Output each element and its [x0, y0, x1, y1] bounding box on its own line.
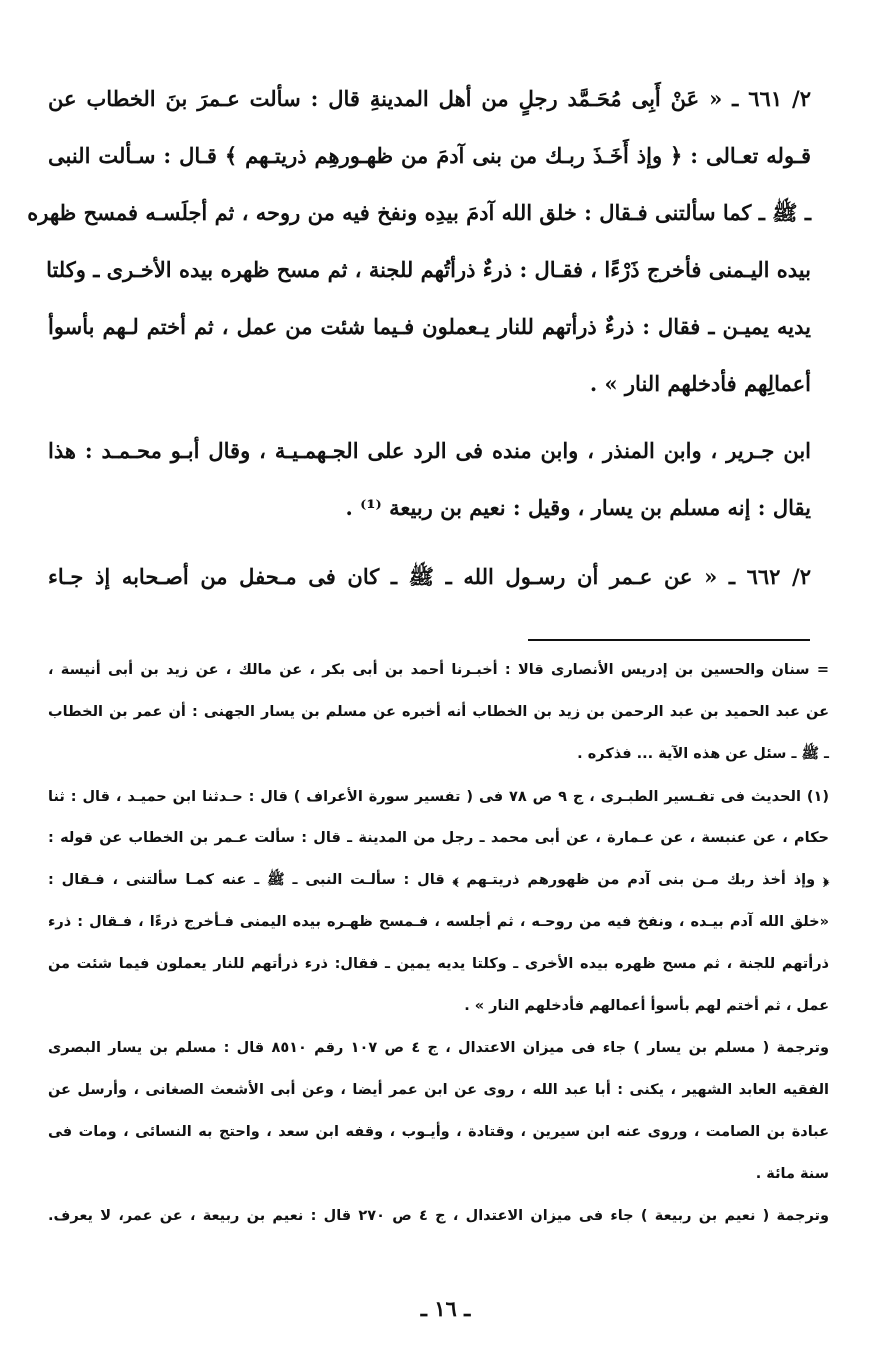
footnote-line: (١) الحديث فى تفـسير الطبـرى ، ج ٩ ص ٧٨ فى ( تفسير سورة الأعراف ) قال : حـدثنا ابن حميـد ، قال : ثنا [48, 789, 829, 805]
hadith-661-line-6: أعمالِهم فأدخلهم النار » . [589, 371, 811, 396]
page-number: ـ ١٦ ـ [420, 1296, 471, 1321]
hadith-661-line-4: بيده اليـمنى فأخرج ذَرْءًا ، فقـال : ذرءٌ ذرأتُهم للجنة ، ثم مسح ظهره بيده الأخـرى ـ وكلتا [46, 257, 811, 282]
footnote-line: ﴿ وإذ أخذ ربك مـن بنى آدم من ظهورهم ذريتـهم ﴾ قال : سألـت النبى ـ ﷺ ـ عنه كمـا سألتنى ، فـقال : [48, 872, 829, 888]
sources-line-1: ابن جـرير ، وابن المنذر ، وابن منده فى الرد على الجـهمـيـة ، وقال أبـو محـمـد : هذا [48, 438, 811, 463]
footnote-separator [528, 639, 810, 641]
sources-line-2: يقال : إنه مسلم بن يسار ، وقيل : نعيم بن ربيعة ⁽¹⁾ . [345, 495, 811, 520]
hadith-661-line-2: قـوله تعـالى : ﴿ وإذ أَخَـذَ ربـك من بنى آدمَ من ظهـورهِم ذريتـهم ﴾ قـال : سـألت النبى [48, 143, 811, 168]
footnote-line: الفقيه العابد الشهير ، يكنى : أبا عبد الله ، روى عن ابن عمر أيضا ، وعن أبى الأشعث الصغانى ، وأرسل عن [48, 1082, 829, 1098]
hadith-661-line-5: يديه يميـن ـ فقال : ذرءٌ ذرأتهم للنار يـعملون فـيما شئت من عمل ، ثم أختم لـهم بأسوأ [48, 314, 811, 339]
footnote-line: «خلق الله آدم بيـده ، ونفخ فيه من روحـه ، ثم أجلسه ، فـمسح ظهـره بيده اليمنى فـأخرج ذرءًا ، فـقال : ذرء [48, 914, 829, 930]
footnote-line: وترجمة ( نعيم بن ربيعة ) جاء فى ميزان الاعتدال ، ج ٤ ص ٢٧٠ قال : نعيم بن ربيعة ، عن عمر، لا يعرف. [48, 1208, 829, 1224]
hadith-661-line-1: ٢/ ٦٦١ ـ « عَنْ أَبِى مُحَـمَّد رجلٍ من أهل المدينةِ قال : سألت عـمرَ بنَ الخطاب عن [48, 86, 811, 111]
footnote-line: سنة مائة . [755, 1166, 829, 1182]
footnote-line: عبادة بن الصامت ، وروى عنه ابن سيرين ، وقتادة ، وأيـوب ، وقفه ابن سعد ، واحتج به النسائى ، ومات فى [48, 1124, 829, 1140]
footnote-line: وترجمة ( مسلم بن يسار ) جاء فى ميزان الاعتدال ، ج ٤ ص ١٠٧ رقم ٨٥١٠ قال : مسلم بن يسار البصرى [48, 1040, 830, 1056]
footnote-line: ذرأتهم للجنة ، ثم مسح ظهره بيده الأخرى ـ وكلتا يديه يمين ـ فقال: ذرء ذرأتهم للنار يعملون فيما شئت من [48, 956, 829, 972]
hadith-662-line-1: ٢/ ٦٦٢ ـ « عن عـمر أن رسـول الله ـ ﷺ ـ كان فى مـحفل من أصـحابه إذ جـاء [48, 564, 812, 589]
footnote-line: حكام ، عن عنبسة ، عن عـمارة ، عن أبى محمد ـ رجل من المدينة ـ قال : سألت عـمر بن الخطاب عن قوله : [48, 830, 829, 846]
hadith-661-line-3: ـ ﷺ ـ كما سألتنى فـقال : خلق الله آدمَ بيدِه ونفخ فيه من روحه ، ثم أجلَسـه فمسح ظهره [27, 200, 811, 225]
footnote-line: عمل ، ثم أختم لهم بأسوأ أعمالهم فأدخلهم النار » . [464, 998, 829, 1014]
footnote-line: عن عبد الحميد بن عبد الرحمن بن زيد بن الخطاب أنه أخبره عن مسلم بن يسار الجهنى : أن عمر بن الخطاب [48, 704, 829, 720]
footnote-line: = سنان والحسين بن إدريس الأنصارى قالا : أخبـرنا أحمد بن أبى بكر ، عن مالك ، عن زيد بن أبى أنيسة ، [48, 662, 829, 678]
footnote-line: ـ ﷺ ـ سئل عن هذه الآية ... فذكره . [577, 746, 829, 762]
